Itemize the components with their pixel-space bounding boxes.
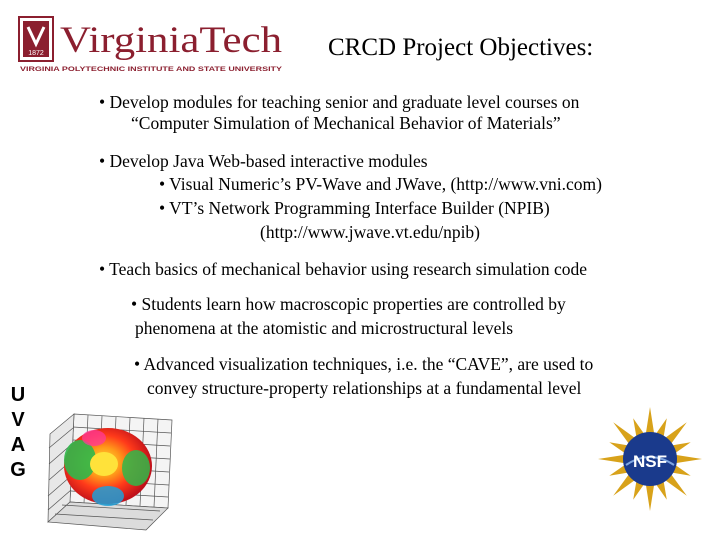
bullet-2-sub-2: • VT’s Network Programming Interface Builder (NPIB) [159, 198, 550, 218]
virginia-tech-logo [18, 14, 286, 74]
bullet-3-sub-2-cont: convey structure-property relationships at a fundamental level [147, 378, 582, 398]
logo-year: 1872 [28, 50, 44, 57]
bullet-3-sub-1: • Students learn how macroscopic properties are controlled by [131, 294, 566, 314]
bullet-3: • Teach basics of mechanical behavior using research simulation code [99, 259, 588, 279]
uvag-label [6, 383, 30, 483]
visualization-cube-image [44, 404, 182, 534]
uvag-letter-a: A [10, 434, 26, 456]
nsf-logo [596, 405, 704, 513]
uvag-letter-v: V [11, 409, 25, 431]
bullet-3-sub-1-cont: phenomena at the atomistic and microstructural levels [135, 318, 514, 338]
nsf-star-ray [646, 485, 654, 511]
uvag-letter-g: G [10, 459, 26, 481]
bullet-2: • Develop Java Web-based interactive modules [99, 151, 428, 171]
nsf-star-ray [598, 455, 624, 463]
slide-title: CRCD Project Objectives: [328, 34, 594, 61]
nsf-star-ray [646, 407, 654, 433]
bullet-3-sub-2: • Advanced visualization techniques, i.e. the “CAVE”, are used to [134, 354, 594, 374]
uvag-letter-u: U [10, 384, 26, 406]
nsf-logo-text: NSF [633, 452, 667, 471]
bullet-2-sub-1: • Visual Numeric’s PV-Wave and JWave, (http://www.vni.com) [159, 174, 602, 194]
nsf-star-ray [676, 455, 702, 463]
bullet-1: • Develop modules for teaching senior and graduate level courses on [99, 92, 580, 112]
logo-wordmark: VirginiaTech [60, 20, 283, 61]
bullet-2-sub-2-cont: (http://www.jwave.vt.edu/npib) [260, 222, 481, 242]
logo-subtitle: VIRGINIA POLYTECHNIC INSTITUTE AND STATE UNIVERSITY [20, 66, 284, 73]
bullet-1-cont: “Computer Simulation of Mechanical Behavior of Materials” [131, 113, 561, 133]
